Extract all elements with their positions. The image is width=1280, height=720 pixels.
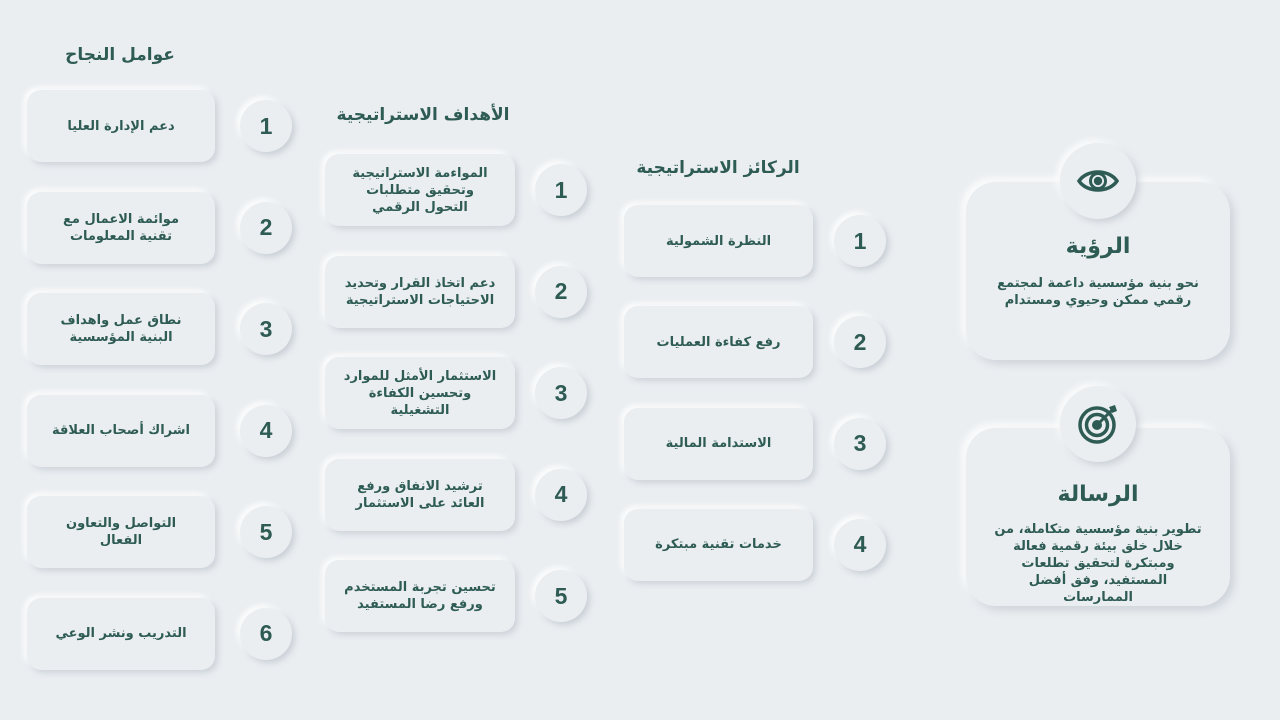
strategic-pillars-title: الركائز الاستراتيجية xyxy=(636,158,800,178)
success-factor-label: دعم الإدارة العليا xyxy=(67,118,175,134)
success-factor-label: نطاق عمل واهداف البنية المؤسسية xyxy=(60,313,182,345)
success-factor-card xyxy=(27,293,215,365)
success-factor-number: 2 xyxy=(240,202,292,254)
strategic-pillar-label: الاستدامة المالية xyxy=(665,436,772,452)
strategic-pillar-label: رفع كفاءة العمليات xyxy=(656,334,781,350)
strategic-goal-number: 1 xyxy=(535,164,587,216)
success-factor-card xyxy=(27,192,215,264)
strategic-goal-label: تحسين تجربة المستخدم ورفع رضا المستفيد xyxy=(344,580,496,612)
strategic-goal-label: المواءمة الاستراتيجية وتحقيق متطلبات التحول الرقمي xyxy=(352,165,488,215)
success-factor-number: 1 xyxy=(240,100,292,152)
success-factor-number: 6 xyxy=(240,608,292,660)
success-factor-card xyxy=(27,395,215,467)
strategic-pillar-number: 2 xyxy=(834,316,886,368)
success-factor-label: موائمة الاعمال مع تقنية المعلومات xyxy=(62,211,179,244)
strategic-goal-label: الاستثمار الأمثل للموارد وتحسين الكفاءة التشغيلية xyxy=(343,368,497,418)
mission-icon-circle xyxy=(1060,386,1136,462)
vision-text: نحو بنية مؤسسية داعمة لمجتمع رقمي ممكن وحيوي ومستدام xyxy=(997,276,1199,308)
mission-title: الرسالة xyxy=(1057,482,1139,507)
strategic-goal-card xyxy=(325,154,515,226)
strategic-pillar-number: 1 xyxy=(834,215,886,267)
vision-title: الرؤية xyxy=(1065,234,1131,259)
success-factors-title: عوامل النجاح xyxy=(65,45,175,65)
strategic-pillar-card xyxy=(624,509,813,581)
success-factor-label: اشراك أصحاب العلاقة xyxy=(51,423,191,438)
strategic-goal-number: 2 xyxy=(535,266,587,318)
strategic-goal-card xyxy=(325,560,515,632)
eye-icon xyxy=(1077,168,1119,194)
strategic-pillar-card xyxy=(624,205,813,277)
success-factor-card xyxy=(27,90,215,162)
strategic-pillar-number: 4 xyxy=(834,519,886,571)
strategic-goals-title: الأهداف الاستراتيجية xyxy=(336,105,510,125)
strategic-goal-number: 4 xyxy=(535,469,587,521)
success-factor-number: 5 xyxy=(240,506,292,558)
strategic-pillar-card xyxy=(624,306,813,378)
vision-icon-circle xyxy=(1060,143,1136,219)
strategic-pillar-label: النظرة الشمولية xyxy=(665,233,772,249)
strategic-pillar-card xyxy=(624,408,813,480)
success-factor-number: 3 xyxy=(240,303,292,355)
strategic-goal-number: 5 xyxy=(535,570,587,622)
success-factor-label: التواصل والتعاون الفعال xyxy=(65,516,177,548)
success-factor-number: 4 xyxy=(240,405,292,457)
strategic-goal-card xyxy=(325,459,515,531)
target-icon xyxy=(1077,403,1119,445)
strategic-goal-card xyxy=(325,357,515,429)
success-factor-card xyxy=(27,598,215,670)
mission-text: تطوير بنية مؤسسية متكاملة، من خلال خلق بيئة رقمية فعالة ومبتكرة لتحقيق تطلعات المستفيد، وفق أفضل الممارسات xyxy=(994,522,1202,605)
success-factor-label: التدريب ونشر الوعي xyxy=(55,626,187,641)
strategic-goal-label: ترشيد الانفاق ورفع العائد على الاستثمار xyxy=(355,478,485,511)
strategic-goal-number: 3 xyxy=(535,367,587,419)
success-factor-card xyxy=(27,496,215,568)
strategic-goal-label: دعم اتخاذ القرار وتحديد الاحتياجات الاستراتيجية xyxy=(344,275,496,308)
strategic-pillar-number: 3 xyxy=(834,418,886,470)
strategic-pillar-label: خدمات تقنية مبتكرة xyxy=(655,537,782,553)
strategic-goal-card xyxy=(325,256,515,328)
